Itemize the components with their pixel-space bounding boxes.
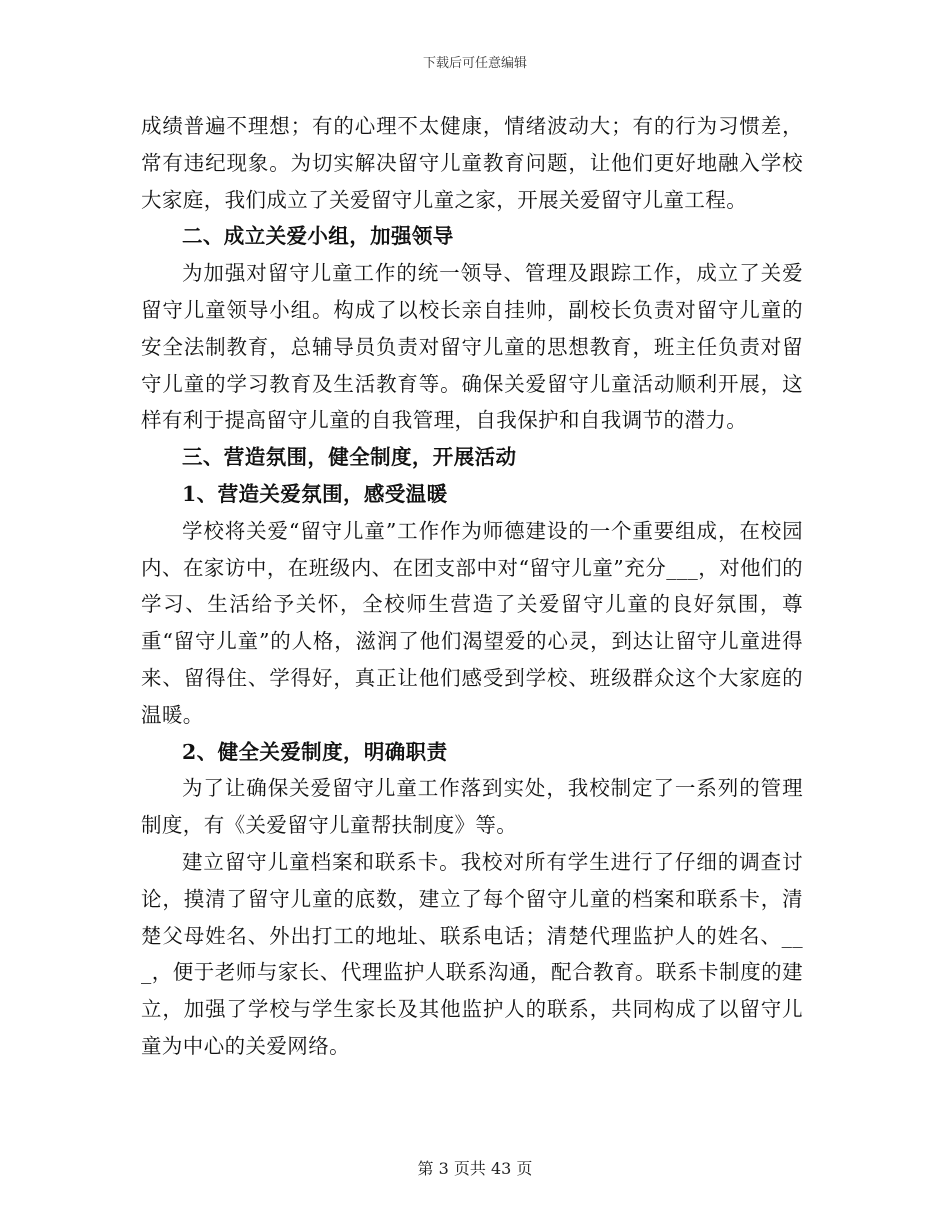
body-paragraph-5: 建立留守儿童档案和联系卡。我校对所有学生进行了仔细的调查讨论，摸清了留守儿童的底数，建立了每个留守儿童的档案和联系卡，清楚父母姓名、外出打工的地址、联系电话；清楚代理监护人的姓名、___，便于老师与家长、代理监护人联系沟通，配合教育。联系卡制度的建立，加强了学校与学生家长及其他监护人的联系，共同构成了以留守儿童为中心的关爱网络。 (141, 849, 803, 1058)
section-heading-2: 二、成立关爱小组，加强领导 (182, 224, 454, 249)
subsection-heading-2: 2、健全关爱制度，明确职责 (182, 739, 448, 764)
page-header: 下载后可任意编辑 (422, 56, 527, 71)
document-body (141, 108, 803, 1065)
body-paragraph-1: 成绩普遍不理想；有的心理不太健康，情绪波动大；有的行为习惯差，常有违纪现象。为切实解决留守儿童教育问题，让他们更好地融入学校大家庭，我们成立了关爱留守儿童之家，开展关爱留守儿童工程。 (141, 114, 803, 212)
subsection-heading-1: 1、营造关爱氛围，感受温暖 (182, 481, 448, 506)
body-paragraph-2: 为加强对留守儿童工作的统一领导、管理及跟踪工作，成立了关爱留守儿童领导小组。构成了以校长亲自挂帅，副校长负责对留守儿童的安全法制教育，总辅导员负责对留守儿童的思想教育，班主任负责对留守儿童的学习教育及生活教育等。确保关爱留守儿童活动顺利开展，这样有利于提高留守儿童的自我管理，自我保护和自我调节的潜力。 (141, 261, 803, 433)
page-footer: 第 3 页共 43 页 (417, 1159, 533, 1178)
body-paragraph-3: 学校将关爱“留守儿童”工作作为师德建设的一个重要组成，在校园内、在家访中，在班级内、在团支部中对“留守儿童”充分___，对他们的学习、生活给予关怀，全校师生营造了关爱留守儿童的良好氛围，尊重“留守儿童”的人格，滋润了他们渴望爱的心灵，到达让留守儿童进得来、留得住、学得好，真正让他们感受到学校、班级群众这个大家庭的温暖。 (141, 518, 803, 727)
section-heading-3: 三、营造氛围，健全制度，开展活动 (182, 445, 517, 470)
body-paragraph-4: 为了让确保关爱留守儿童工作落到实处，我校制定了一系列的管理制度，有《关爱留守儿童帮扶制度》等。 (141, 776, 803, 838)
